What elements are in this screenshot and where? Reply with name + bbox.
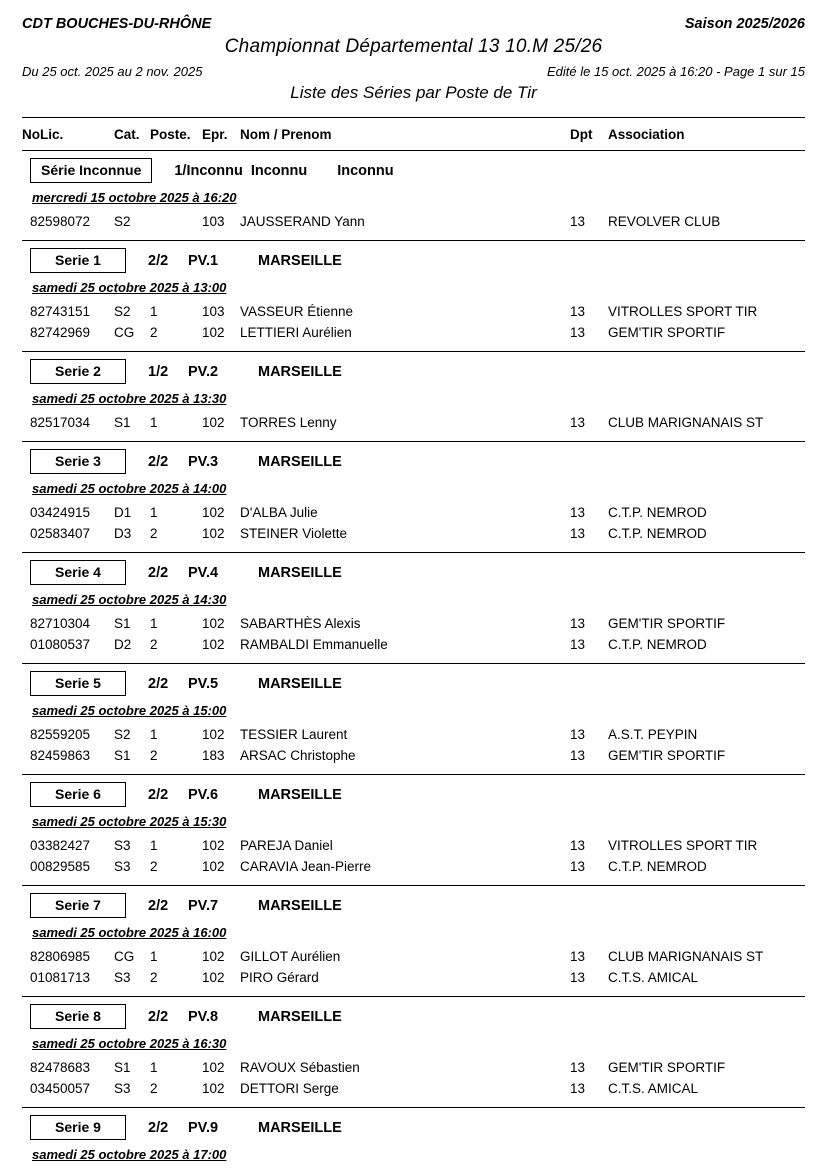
shooter-epreuve: 102 [202, 505, 225, 520]
column-header-departement: Dpt [570, 127, 593, 142]
serie-header [22, 151, 805, 188]
shooter-departement: 13 [570, 214, 586, 229]
serie-badge: Serie 6 [30, 782, 126, 807]
table-row [22, 745, 805, 766]
shooter-poste: 2 [150, 859, 158, 874]
serie-badge: Serie 8 [30, 1004, 126, 1029]
shooter-category: S3 [114, 859, 131, 874]
shooter-name: STEINER Violette [240, 526, 348, 541]
serie-block [22, 664, 805, 775]
shooter-name: SABARTHÈS Alexis [240, 616, 361, 631]
serie-datetime: samedi 25 octobre 2025 à 14:00 [32, 481, 227, 496]
shooter-name: RAVOUX Sébastien [240, 1060, 360, 1075]
serie-poste: PV.5 [188, 675, 219, 692]
shooter-poste: 2 [150, 325, 158, 340]
serie-block [22, 997, 805, 1108]
shooter-association: GEM'TIR SPORTIF [608, 748, 726, 763]
serie-datetime: samedi 25 octobre 2025 à 17:00 [32, 1147, 227, 1162]
shooter-licence: 82559205 [30, 727, 91, 742]
shooter-epreuve: 102 [202, 415, 225, 430]
serie-header [22, 442, 805, 479]
serie-spacer [22, 544, 805, 552]
serie-header [22, 886, 805, 923]
shooter-name: GILLOT Aurélien [240, 949, 341, 964]
serie-count: 2/2 [148, 675, 169, 692]
shooter-association: GEM'TIR SPORTIF [608, 1060, 726, 1075]
serie-poste: Inconnu [250, 162, 308, 179]
shooter-association: A.S.T. PEYPIN [608, 727, 698, 742]
shooter-name: CARAVIA Jean-Pierre [240, 859, 372, 874]
header-top-row [22, 16, 805, 32]
shooter-category: S1 [114, 415, 131, 430]
shooter-departement: 13 [570, 526, 586, 541]
shooter-epreuve: 102 [202, 1060, 225, 1075]
serie-datetime: samedi 25 octobre 2025 à 15:00 [32, 703, 227, 718]
shooter-category: D3 [114, 526, 132, 541]
shooter-poste: 2 [150, 748, 158, 763]
shooter-departement: 13 [570, 727, 586, 742]
shooter-name: D'ALBA Julie [240, 505, 318, 520]
serie-location: MARSEILLE [258, 1119, 342, 1136]
serie-poste: PV.2 [188, 363, 219, 380]
shooter-name: ARSAC Christophe [240, 748, 356, 763]
shooter-category: S1 [114, 616, 131, 631]
shooter-association: C.T.P. NEMROD [608, 505, 707, 520]
shooter-association: GEM'TIR SPORTIF [608, 325, 726, 340]
column-header-category: Cat. [114, 127, 140, 142]
shooter-association: VITROLLES SPORT TIR [608, 304, 758, 319]
shooter-departement: 13 [570, 859, 586, 874]
serie-header [22, 1108, 805, 1145]
shooter-departement: 13 [570, 304, 586, 319]
shooter-licence: 82598072 [30, 214, 91, 229]
shooter-epreuve: 102 [202, 838, 225, 853]
shooter-poste: 2 [150, 970, 158, 985]
shooter-epreuve: 102 [202, 616, 225, 631]
serie-block [22, 553, 805, 664]
shooter-name: JAUSSERAND Yann [240, 214, 365, 229]
shooter-name: LETTIERI Aurélien [240, 325, 352, 340]
shooter-category: D1 [114, 505, 132, 520]
shooter-category: S2 [114, 727, 131, 742]
serie-block [22, 151, 805, 241]
serie-count: 2/2 [148, 1008, 169, 1025]
shooter-category: S2 [114, 214, 131, 229]
serie-header [22, 664, 805, 701]
serie-count: 1/2 [148, 363, 169, 380]
serie-badge: Serie 4 [30, 560, 126, 585]
shooter-category: S3 [114, 970, 131, 985]
table-row [22, 1078, 805, 1099]
serie-datetime: mercredi 15 octobre 2025 à 16:20 [32, 190, 237, 205]
shooter-licence: 03382427 [30, 838, 91, 853]
column-header-name: Nom / Prenom [240, 127, 332, 142]
serie-datetime: samedi 25 octobre 2025 à 13:00 [32, 280, 227, 295]
serie-poste: PV.6 [188, 786, 219, 803]
shooter-departement: 13 [570, 838, 586, 853]
serie-datetime: samedi 25 octobre 2025 à 16:30 [32, 1036, 227, 1051]
serie-poste: PV.9 [188, 1119, 219, 1136]
shooter-poste: 2 [150, 637, 158, 652]
shooter-licence: 82710304 [30, 616, 91, 631]
shooter-name: VASSEUR Étienne [240, 304, 354, 319]
serie-count: 2/2 [148, 252, 169, 269]
serie-location: MARSEILLE [258, 252, 342, 269]
serie-header [22, 997, 805, 1034]
shooter-departement: 13 [570, 748, 586, 763]
shooter-poste: 1 [150, 415, 158, 430]
shooter-licence: 82478683 [30, 1060, 91, 1075]
shooter-association: CLUB MARIGNANAIS ST [608, 415, 764, 430]
shooter-departement: 13 [570, 1081, 586, 1096]
column-header-licence: NoLic. [22, 127, 64, 142]
shooter-poste: 1 [150, 304, 158, 319]
shooter-departement: 13 [570, 505, 586, 520]
serie-block [22, 241, 805, 352]
shooter-association: C.T.P. NEMROD [608, 859, 707, 874]
shooter-poste: 1 [150, 949, 158, 964]
shooter-poste: 1 [150, 838, 158, 853]
serie-badge: Serie 1 [30, 248, 126, 273]
shooter-association: C.T.S. AMICAL [608, 1081, 699, 1096]
shooter-association: GEM'TIR SPORTIF [608, 616, 726, 631]
shooter-category: S2 [114, 304, 131, 319]
shooter-epreuve: 103 [202, 304, 225, 319]
serie-block [22, 442, 805, 553]
serie-spacer [22, 766, 805, 774]
serie-header [22, 352, 805, 389]
shooter-poste: 1 [150, 1060, 158, 1075]
edition-info: Edité le 15 oct. 2025 à 16:20 - Page 1 sur 15 [546, 64, 805, 79]
serie-location: MARSEILLE [258, 453, 342, 470]
shooter-epreuve: 102 [202, 637, 225, 652]
shooter-poste [150, 214, 202, 229]
serie-count: 2/2 [148, 1119, 169, 1136]
table-row [22, 301, 805, 322]
serie-header [22, 775, 805, 812]
shooter-association: C.T.P. NEMROD [608, 637, 707, 652]
shooter-epreuve: 102 [202, 325, 225, 340]
serie-count: 2/2 [148, 897, 169, 914]
column-header-epreuve: Epr. [202, 127, 228, 142]
season-label: Saison 2025/2026 [684, 16, 805, 32]
header-second-row [22, 64, 805, 79]
column-header-association: Association [608, 127, 685, 142]
table-row [22, 523, 805, 544]
serie-spacer [22, 655, 805, 663]
serie-badge: Serie 5 [30, 671, 126, 696]
serie-count: 1/Inconnu [174, 162, 243, 179]
table-row [22, 724, 805, 745]
page-subtitle: Liste des Séries par Poste de Tir [290, 83, 537, 102]
page-title: Championnat Départemental 13 10.M 25/26 [224, 36, 603, 57]
shooter-licence: 00829585 [30, 859, 91, 874]
serie-poste: PV.3 [188, 453, 219, 470]
table-row [22, 835, 805, 856]
shooter-licence: 01080537 [30, 637, 91, 652]
shooter-departement: 13 [570, 415, 586, 430]
serie-badge: Serie 2 [30, 359, 126, 384]
shooter-epreuve: 103 [202, 214, 225, 229]
serie-spacer [22, 988, 805, 996]
shooter-association: C.T.P. NEMROD [608, 526, 707, 541]
shooter-epreuve: 183 [202, 748, 225, 763]
serie-block [22, 1108, 805, 1168]
shooter-licence: 82806985 [30, 949, 91, 964]
table-row [22, 211, 805, 232]
shooter-epreuve: 102 [202, 970, 225, 985]
shooter-epreuve: 102 [202, 526, 225, 541]
organization-name: CDT BOUCHES-DU-RHÔNE [22, 16, 212, 32]
serie-block [22, 775, 805, 886]
serie-block [22, 352, 805, 442]
shooter-licence: 03450057 [30, 1081, 91, 1096]
shooter-name: TESSIER Laurent [240, 727, 348, 742]
shooter-category: S3 [114, 838, 131, 853]
table-row [22, 502, 805, 523]
shooter-licence: 82743151 [30, 304, 91, 319]
serie-badge: Série Inconnue [30, 158, 152, 183]
table-row [22, 1057, 805, 1078]
shooter-category: S3 [114, 1081, 131, 1096]
shooter-licence: 01081713 [30, 970, 91, 985]
table-row [22, 613, 805, 634]
shooter-departement: 13 [570, 637, 586, 652]
serie-spacer [22, 433, 805, 441]
shooter-category: CG [114, 949, 135, 964]
serie-poste: PV.1 [188, 252, 219, 269]
serie-spacer [22, 232, 805, 240]
shooter-association: VITROLLES SPORT TIR [608, 838, 758, 853]
shooter-association: CLUB MARIGNANAIS ST [608, 949, 764, 964]
table-row [22, 322, 805, 343]
shooter-name: TORRES Lenny [240, 415, 337, 430]
shooter-association: C.T.S. AMICAL [608, 970, 699, 985]
serie-count: 2/2 [148, 453, 169, 470]
column-header-poste: Poste. [150, 127, 191, 142]
serie-location: MARSEILLE [258, 363, 342, 380]
shooter-poste: 1 [150, 727, 158, 742]
shooter-epreuve: 102 [202, 859, 225, 874]
serie-location: MARSEILLE [258, 1008, 342, 1025]
shooter-category: D2 [114, 637, 132, 652]
table-column-headers [22, 118, 805, 150]
serie-badge: Serie 7 [30, 893, 126, 918]
shooter-name: DETTORI Serge [240, 1081, 339, 1096]
shooter-departement: 13 [570, 970, 586, 985]
serie-datetime: samedi 25 octobre 2025 à 16:00 [32, 925, 227, 940]
table-row [22, 946, 805, 967]
serie-location: MARSEILLE [258, 675, 342, 692]
serie-block [22, 886, 805, 997]
serie-header [22, 241, 805, 278]
serie-count: 2/2 [148, 786, 169, 803]
shooter-category: S1 [114, 1060, 131, 1075]
shooter-name: RAMBALDI Emmanuelle [240, 637, 388, 652]
shooter-licence: 82517034 [30, 415, 91, 430]
serie-datetime: samedi 25 octobre 2025 à 15:30 [32, 814, 227, 829]
shooter-epreuve: 102 [202, 727, 225, 742]
table-row [22, 412, 805, 433]
shooter-licence: 02583407 [30, 526, 91, 541]
shooter-association: REVOLVER CLUB [608, 214, 721, 229]
serie-spacer [22, 343, 805, 351]
table-row [22, 634, 805, 655]
serie-datetime: samedi 25 octobre 2025 à 14:30 [32, 592, 227, 607]
serie-poste: PV.8 [188, 1008, 219, 1025]
shooter-departement: 13 [570, 949, 586, 964]
shooter-epreuve: 102 [202, 1081, 225, 1096]
serie-spacer [22, 877, 805, 885]
shooter-name: PIRO Gérard [240, 970, 319, 985]
shooter-poste: 2 [150, 526, 158, 541]
shooter-poste: 1 [150, 505, 158, 520]
serie-spacer [22, 1099, 805, 1107]
serie-location: MARSEILLE [258, 897, 342, 914]
shooter-poste: 1 [150, 616, 158, 631]
table-row [22, 856, 805, 877]
serie-poste: PV.4 [188, 564, 219, 581]
shooter-licence: 82742969 [30, 325, 91, 340]
shooter-departement: 13 [570, 325, 586, 340]
shooter-category: S1 [114, 748, 131, 763]
serie-location: Inconnu [337, 162, 394, 179]
serie-count: 2/2 [148, 564, 169, 581]
shooter-licence: 03424915 [30, 505, 91, 520]
shooter-poste: 2 [150, 1081, 158, 1096]
shooter-departement: 13 [570, 1060, 586, 1075]
shooter-epreuve: 102 [202, 949, 225, 964]
shooter-name: PAREJA Daniel [240, 838, 333, 853]
table-row [22, 967, 805, 988]
shooter-departement: 13 [570, 616, 586, 631]
shooter-category: CG [114, 325, 135, 340]
serie-badge: Serie 3 [30, 449, 126, 474]
serie-location: MARSEILLE [258, 564, 342, 581]
serie-poste: PV.7 [188, 897, 219, 914]
shooter-licence: 82459863 [30, 748, 91, 763]
serie-datetime: samedi 25 octobre 2025 à 13:30 [32, 391, 227, 406]
period-label: Du 25 oct. 2025 au 2 nov. 2025 [22, 64, 203, 79]
series-list [22, 151, 805, 1168]
serie-header [22, 553, 805, 590]
serie-badge: Serie 9 [30, 1115, 126, 1140]
serie-location: MARSEILLE [258, 786, 342, 803]
